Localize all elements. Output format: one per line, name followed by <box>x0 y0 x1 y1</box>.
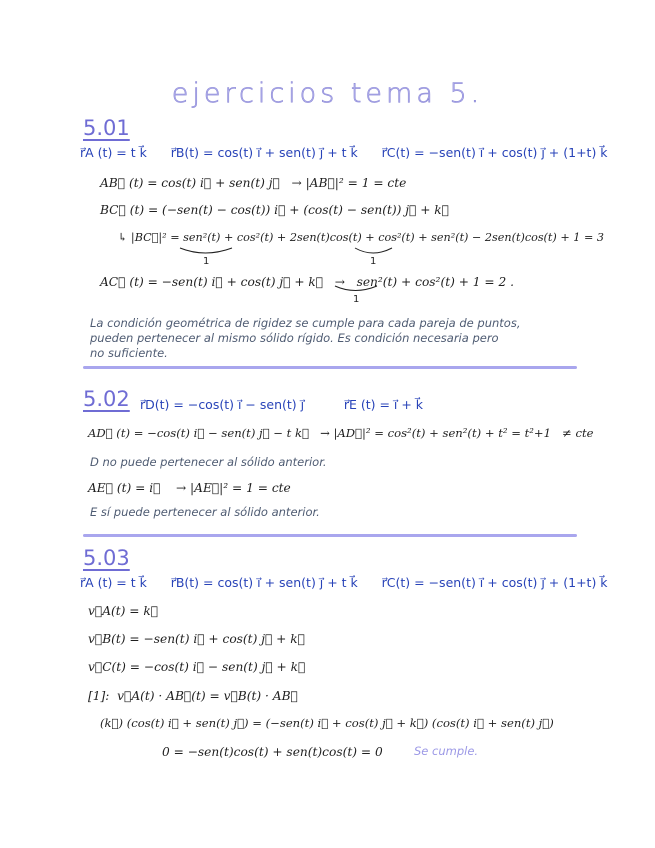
conclusion-501-line1: La condición geométrica de rigidez se cumple para cada pareja de puntos, <box>90 316 521 330</box>
section-503-header: r⃗A (t) = t k⃗ r⃗B(t) = cos(t) i⃗ + sen(t) j⃗ + t k⃗ r⃗C(t) = −sen(t) i⃗ + cos(t) j⃗ + (1+t) k⃗ <box>80 575 608 590</box>
condition-1: [1]: v⃗A(t) · AB⃗(t) = v⃗B(t) · AB⃗ <box>88 689 298 703</box>
simplification-one-c: 1 <box>353 294 360 305</box>
equation-ac: AC⃗ (t) = −sen(t) i⃗ + cos(t) j⃗ + k⃗ → sen²(t) + cos²(t) + 1 = 2 . <box>100 275 515 289</box>
condition-1-result: 0 = −sen(t)cos(t) + sen(t)cos(t) = 0 <box>162 745 383 759</box>
simplification-one-b: 1 <box>370 256 377 267</box>
equation-ab: AB⃗ (t) = cos(t) i⃗ + sen(t) j⃗ → |AB⃗|² = 1 = cte <box>100 176 407 190</box>
conclusion-501-line2: pueden pertenecer al mismo sólido rígido. Es condición necesaria pero <box>90 331 499 345</box>
velocity-a: v⃗A(t) = k⃗ <box>88 604 159 618</box>
condition-1-verdict: Se cumple. <box>414 744 479 758</box>
simplification-one-a: 1 <box>203 256 210 267</box>
section-divider-1 <box>83 366 577 369</box>
velocity-c: v⃗C(t) = −cos(t) i⃗ − sen(t) j⃗ + k⃗ <box>88 660 306 674</box>
equation-bc-norm: ↳ |BC⃗|² = sen²(t) + cos²(t) + 2sen(t)cos(t) + cos²(t) + sen²(t) − 2sen(t)cos(t) + 1 = 3 <box>118 231 604 244</box>
condition-1-expanded: (k⃗) (cos(t) i⃗ + sen(t) j⃗) = (−sen(t) i⃗ + cos(t) j⃗ + k⃗) (cos(t) i⃗ + sen(t) j⃗) <box>100 716 554 730</box>
conclusion-501-line3: no suficiente. <box>90 346 168 360</box>
section-number-503: 5.03 <box>83 546 130 570</box>
section-number-502: 5.02 <box>83 387 130 411</box>
equation-bc: BC⃗ (t) = (−sen(t) − cos(t)) i⃗ + (cos(t) − sen(t)) j⃗ + k⃗ <box>100 203 449 217</box>
page-title: ejercicios tema 5. <box>171 78 484 109</box>
equation-ad: AD⃗ (t) = −cos(t) i⃗ − sen(t) j⃗ − t k⃗ → |AD⃗|² = cos²(t) + sen²(t) + t² = t²+1 ≠ cte <box>88 426 594 440</box>
velocity-b: v⃗B(t) = −sen(t) i⃗ + cos(t) j⃗ + k⃗ <box>88 632 305 646</box>
section-501-header: r⃗A (t) = t k⃗ r⃗B(t) = cos(t) i⃗ + sen(t) j⃗ + t k⃗ r⃗C(t) = −sen(t) i⃗ + cos(t) j⃗ + (1+t) k⃗ <box>80 145 608 160</box>
section-number-501: 5.01 <box>83 116 130 140</box>
statement-d: D no puede pertenecer al sólido anterior. <box>90 455 327 469</box>
section-divider-2 <box>83 534 577 537</box>
statement-e: E sí puede pertenecer al sólido anterior. <box>90 505 320 519</box>
equation-ae: AE⃗ (t) = i⃗ → |AE⃗|² = 1 = cte <box>88 481 291 495</box>
section-502-header: r⃗D(t) = −cos(t) i⃗ − sen(t) j⃗ r⃗E (t) = i⃗ + k⃗ <box>140 397 424 412</box>
